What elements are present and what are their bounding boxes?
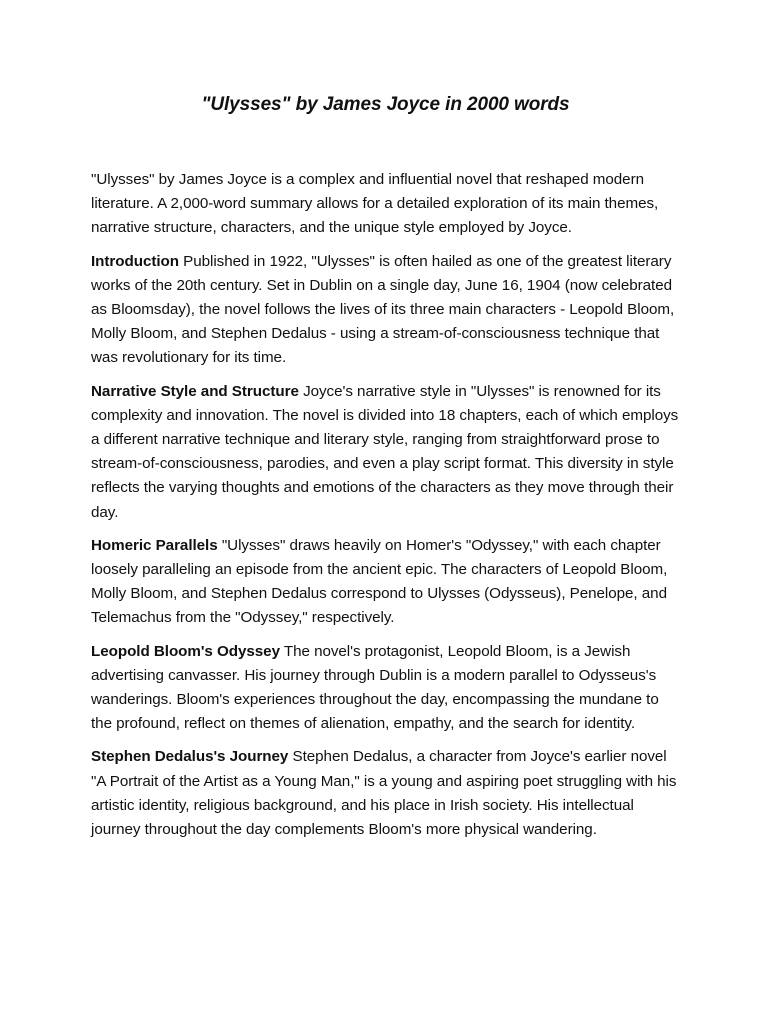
section-leopold-bloom [91,640,680,737]
intro-paragraph: "Ulysses" by James Joyce is a complex and influential novel that reshaped modern literature. A 2,000-word summary allows for a detailed exploration of its main themes, narrative structure, characters, and the unique style employed by Joyce. [91,171,659,237]
section-heading: Narrative Style and Structure [91,382,299,400]
section-text: The novel's protagonist, Leopold Bloom, is a Jewish advertising canvasser. His journey through Dublin is a modern parallel to Odysseus's wanderings. Bloom's experiences throughout the day, encompassing the mundane to the profound, reflect on themes of alienation, empathy, and the search for identity. [91,642,659,733]
section-heading: Leopold Bloom's Odyssey [91,642,280,660]
section-homeric-parallels [91,534,680,631]
section-text: "Ulysses" draws heavily on Homer's "Odyssey," with each chapter loosely paralleling an episode from the ancient epic. The characters of Leopold Bloom, Molly Bloom, and Stephen Dedalus correspond to Ulysses (Odysseus), Penelope, and Telemachus from the "Odyssey," respectively. [91,536,668,627]
section-text: Joyce's narrative style in "Ulysses" is renowned for its complexity and innovation. The novel is divided into 18 chapters, each of which employs a different narrative technique and literary style, ranging from straightforward prose to stream-of-consciousness, parodies, and even a play script format. This diversity in style reflects the varying thoughts and emotions of the characters as they move through their day. [91,382,679,521]
section-narrative-style [91,380,680,525]
section-heading: Introduction [91,252,179,270]
section-heading: Homeric Parallels [91,536,218,554]
section-stephen-dedalus [91,745,680,842]
section-text: Stephen Dedalus, a character from Joyce's earlier novel "A Portrait of the Artist as a Young Man," is a young and aspiring poet struggling with his artistic identity, religious background, and his place in Irish society. His intellectual journey throughout the day complements Bloom's more physical wandering. [91,748,677,839]
section-heading: Stephen Dedalus's Journey [91,748,289,766]
document-title: "Ulysses" by James Joyce in 2000 words [201,94,570,115]
document-body [91,168,680,842]
section-text: Published in 1922, "Ulysses" is often hailed as one of the greatest literary works of the 20th century. Set in Dublin on a single day, June 16, 1904 (now celebrated as Bloomsday), the novel follows the lives of its three main characters - Leopold Bloom, Molly Bloom, and Stephen Dedalus - using a stream-of-consciousness technique that was revolutionary for its time. [91,252,675,367]
section-introduction [91,250,680,371]
